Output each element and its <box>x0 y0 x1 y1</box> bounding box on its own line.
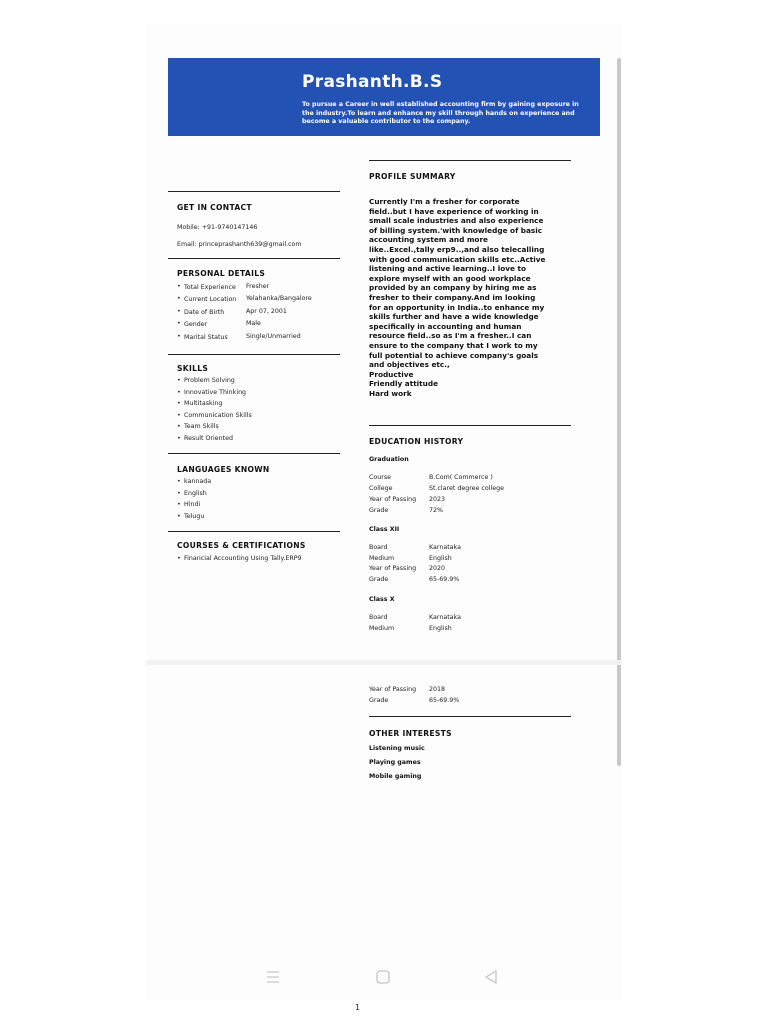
contact-email: Email: princeprashanth639@gmail.com <box>177 241 302 248</box>
interest-item: Listening music <box>369 745 425 752</box>
edu-label: College <box>369 485 393 492</box>
divider <box>168 453 340 454</box>
divider <box>369 425 571 426</box>
candidate-name: Prashanth.B.S <box>302 72 443 92</box>
edu-value: 2018 <box>429 686 446 693</box>
edu-label: Course <box>369 474 391 481</box>
profile-heading: PROFILE SUMMARY <box>369 172 456 181</box>
list-item: • English <box>177 489 207 497</box>
contact-mobile: Mobile: +91-9740147146 <box>177 224 258 231</box>
edu-value: 72% <box>429 507 443 514</box>
list-item: • Financial Accounting Using Tally.ERP9 <box>177 555 302 562</box>
edu-value: Karnataka <box>429 544 461 551</box>
languages-list <box>177 476 211 522</box>
personal-value: Apr 07, 2001 <box>246 308 287 315</box>
profile-summary: Currently I'm a fresher for corporate field..but I have experience of working in small scale industries and also experience of billing system.'with knowledge of basic accounting system and more like..Excel.,tally erp9..,and also telecalling with good communication skills etc..Active listening and active learning..I love to explore myself with an good workplace provided by an company by hiring me as fresher to their company.And im looking for an opportunity in India..to enhance my skills further and have a wide knowledge specifically in accounting and human resource field..so as I'm a fresher..I can ensure to the company that I work to my full potential to achieve company's goals and objectives etc., Productive Friendly attitude Hard work <box>369 197 546 398</box>
edu-label: Grade <box>369 507 389 514</box>
edu-value: English <box>429 625 452 632</box>
edu-label: Board <box>369 614 388 621</box>
edu-label: Year of Passing <box>369 496 417 503</box>
square-home-icon[interactable] <box>375 969 391 985</box>
divider <box>168 258 340 259</box>
edu-value: English <box>429 555 452 562</box>
menu-lines-icon[interactable] <box>264 969 282 985</box>
page-number: 1 <box>355 1003 361 1012</box>
divider <box>369 160 571 161</box>
education-heading: EDUCATION HISTORY <box>369 437 464 446</box>
personal-label: Marital Status <box>184 334 228 341</box>
list-item: • Hindi <box>177 501 201 508</box>
bullet: • <box>177 295 181 302</box>
edu-value: 2023 <box>429 496 446 503</box>
edu-label: Medium <box>369 555 395 562</box>
edu-value: 65-69.9% <box>429 697 460 704</box>
list-item: • Problem Solving <box>177 377 235 384</box>
page-break <box>146 660 622 665</box>
divider <box>168 191 340 192</box>
courses-list <box>177 553 302 565</box>
list-item: • Innovative Thinking <box>177 388 247 396</box>
interest-item: Playing games <box>369 759 421 766</box>
personal-value: Male <box>246 320 261 327</box>
edu-value: 2020 <box>429 565 446 572</box>
interests-heading: OTHER INTERESTS <box>369 729 452 738</box>
languages-heading: LANGUAGES KNOWN <box>177 465 270 474</box>
edu-value: Karnataka <box>429 614 461 621</box>
personal-label: Current Location <box>184 296 237 303</box>
edu-label: Year of Passing <box>369 565 417 572</box>
bullet: • <box>177 320 181 327</box>
courses-heading: COURSES & CERTIFICATIONS <box>177 541 306 550</box>
bullet: • <box>177 333 181 340</box>
list-item: • Result Oriented <box>177 434 233 442</box>
list-item: • Team Skills <box>177 423 219 430</box>
divider <box>168 354 340 355</box>
edu-label: Grade <box>369 697 389 704</box>
edu-label: Grade <box>369 576 389 583</box>
list-item: • kannada <box>177 478 212 485</box>
edu-value: St.claret degree college <box>429 485 504 492</box>
edu-label: Year of Passing <box>369 686 417 693</box>
list-item: • Communication Skills <box>177 411 252 419</box>
personal-heading: PERSONAL DETAILS <box>177 269 266 278</box>
personal-value: Yelahanka/Bangalore <box>246 295 312 302</box>
skills-list <box>177 375 252 444</box>
interest-item: Mobile gaming <box>369 773 422 780</box>
edu-label: Board <box>369 544 388 551</box>
list-item: • Telugu <box>177 512 205 520</box>
career-objective: To pursue a Career in well established accounting firm by gaining exposure in the industry.To learn and enhance my skill through hands on experience and become a valuable contributor to the company. <box>302 101 579 126</box>
triangle-back-icon[interactable] <box>483 969 499 985</box>
class12-heading: Class XII <box>369 526 400 533</box>
class10-heading: Class X <box>369 596 395 603</box>
resume-header <box>168 58 600 136</box>
graduation-heading: Graduation <box>369 456 409 463</box>
personal-label: Gender <box>184 321 208 328</box>
contact-heading: GET IN CONTACT <box>177 203 252 212</box>
skills-heading: SKILLS <box>177 364 209 373</box>
personal-value: Fresher <box>246 283 270 290</box>
personal-value: Single/Unmarried <box>246 333 301 340</box>
edu-label: Medium <box>369 625 395 632</box>
personal-label: Total Experience <box>184 284 236 291</box>
divider <box>168 531 340 532</box>
edu-value: B.Com( Commerce ) <box>429 474 493 481</box>
bullet: • <box>177 308 181 315</box>
edu-value: 65-69.9% <box>429 576 460 583</box>
divider <box>369 716 571 717</box>
bullet: • <box>177 283 181 290</box>
list-item: • Multitasking <box>177 400 223 407</box>
personal-label: Date of Birth <box>184 309 225 316</box>
